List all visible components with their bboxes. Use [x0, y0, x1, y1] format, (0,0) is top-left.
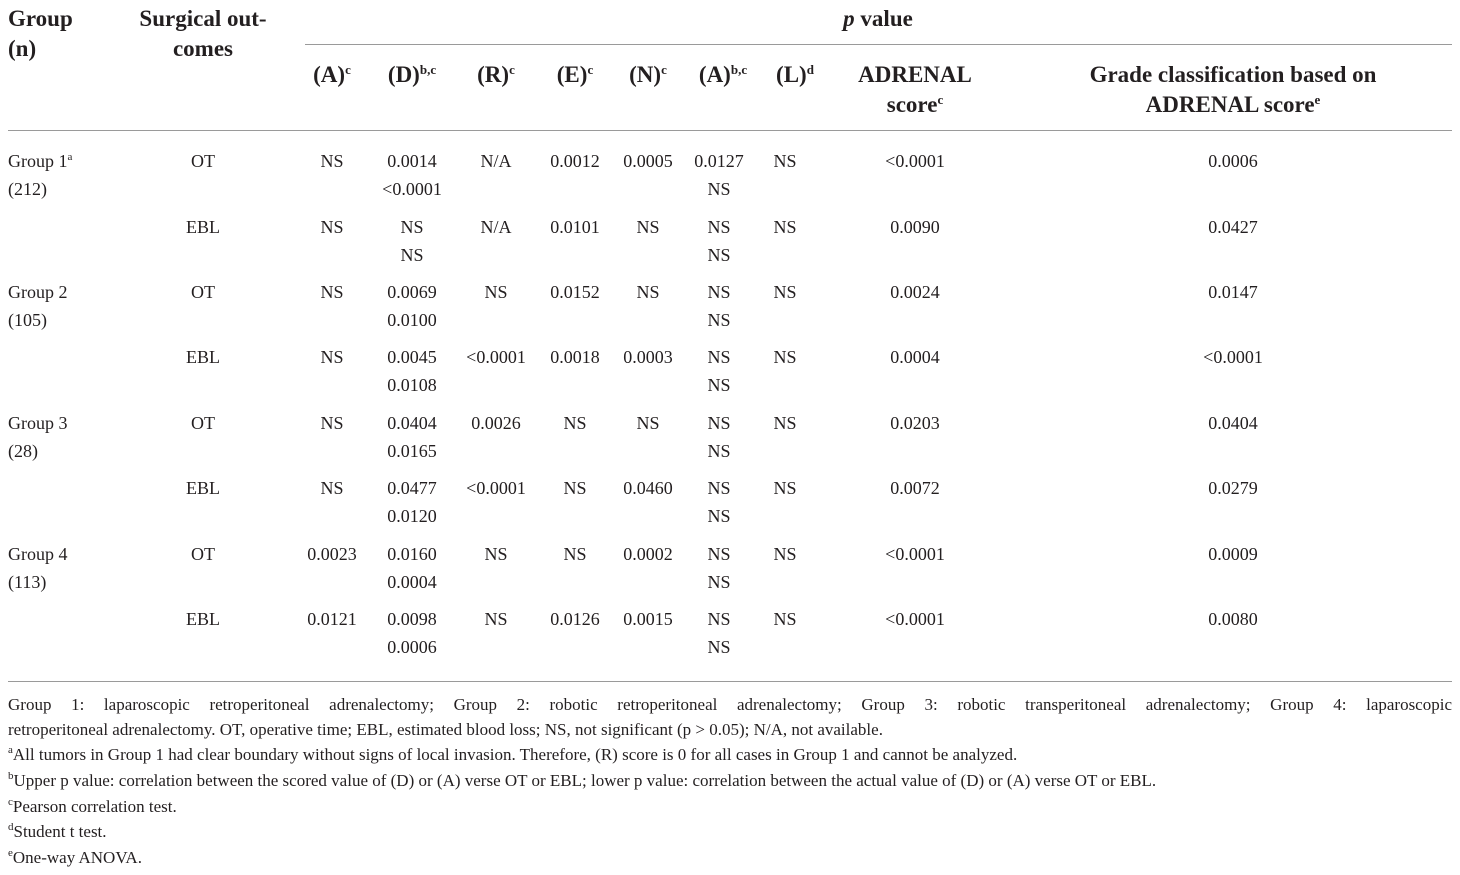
cell-d-value: 0.0108	[387, 375, 437, 395]
cell-d-value: NS	[400, 245, 424, 265]
cell-grade: <0.0001	[1203, 347, 1263, 367]
cell-grade: 0.0006	[1208, 151, 1258, 171]
cell-a: 0.0121	[307, 609, 357, 629]
cell-r: N/A	[480, 217, 512, 237]
cell-d	[387, 409, 437, 465]
header-pvalue-p: p	[843, 6, 855, 31]
cell-a: NS	[320, 347, 344, 367]
cell-d-value: 0.0404	[387, 413, 437, 433]
cell-a2	[707, 278, 730, 334]
cell-a2-value: NS	[707, 245, 731, 265]
cell-d-value: 0.0100	[387, 310, 437, 330]
cell-a2	[707, 605, 730, 661]
cell-r: <0.0001	[466, 478, 526, 498]
cell-n: NS	[636, 217, 660, 237]
cell-d-value: 0.0477	[387, 478, 437, 498]
cell-a2-value: NS	[707, 179, 731, 199]
footnote-d	[8, 819, 107, 844]
cell-a2-value: NS	[707, 282, 731, 302]
cell-d-value: 0.0098	[387, 609, 437, 629]
cell-d-value: NS	[400, 217, 424, 237]
col-header-e: $(E)^c$	[556, 62, 594, 87]
cell-d-value: <0.0001	[382, 179, 442, 199]
footnote-text: Upper p value: correlation between the scored value of (D) or (A) verse OT or EBL; lower p value: correlation between the actual value of (D) or (A) verse OT or EBL.	[13, 771, 1157, 790]
cell-l: NS	[773, 282, 797, 302]
col-header-a2: $(A)^{b,c}$	[698, 62, 748, 87]
cell-a: 0.0023	[307, 544, 357, 564]
cell-outcome: OT	[191, 151, 215, 171]
footnote-c	[8, 794, 177, 819]
cell-l: NS	[773, 217, 797, 237]
cell-adrenal: 0.0024	[890, 282, 940, 302]
cell-e: 0.0126	[550, 609, 600, 629]
cell-grade: 0.0427	[1208, 217, 1258, 237]
cell-d-value: 0.0069	[387, 282, 437, 302]
cell-d-value: 0.0160	[387, 544, 437, 564]
cell-a2-value: NS	[707, 413, 731, 433]
cell-d-value: 0.0165	[387, 441, 437, 461]
cell-e: NS	[563, 478, 587, 498]
group-name: Group 3	[8, 413, 68, 433]
col-header-l: $(L)^d$	[776, 62, 814, 87]
cell-d-value: 0.0120	[387, 506, 437, 526]
cell-outcome: OT	[191, 282, 215, 302]
cell-a: NS	[320, 282, 344, 302]
header-rule	[8, 130, 1452, 131]
cell-l: NS	[773, 609, 797, 629]
footnote-abbrev-line1: Group 1: laparoscopic retroperitoneal adrenalectomy; Group 2: robotic retroperitoneal adrenalectomy; Group 3: robotic transperitoneal adrenalectomy; Group 4: laparoscopic	[8, 695, 1452, 714]
cell-d-value: 0.0014	[387, 151, 437, 171]
cell-grade: 0.0147	[1208, 282, 1258, 302]
cell-r: NS	[484, 544, 508, 564]
cell-a2-value: NS	[707, 310, 731, 330]
header-outcomes	[139, 4, 266, 64]
header-outcomes-line1: Surgical out-	[139, 6, 267, 31]
cell-a2-value: NS	[707, 217, 731, 237]
cell-outcome: OT	[191, 413, 215, 433]
cell-adrenal: 0.0203	[890, 413, 940, 433]
cell-n: 0.0460	[623, 478, 673, 498]
cell-e: 0.0152	[550, 282, 600, 302]
cell-a2-value: NS	[707, 478, 731, 498]
footnote-e	[8, 845, 142, 870]
header-group-n: (n)	[8, 36, 37, 61]
group-name: Group 2	[8, 282, 68, 302]
cell-l: NS	[773, 347, 797, 367]
cell-e: 0.0018	[550, 347, 600, 367]
cell-outcome: OT	[191, 544, 215, 564]
cell-adrenal: <0.0001	[885, 151, 945, 171]
cell-d	[387, 343, 437, 399]
cell-adrenal: <0.0001	[885, 609, 945, 629]
cell-outcome: EBL	[186, 347, 220, 367]
cell-adrenal: 0.0072	[890, 478, 940, 498]
cell-d	[387, 474, 437, 530]
cell-l: NS	[773, 544, 797, 564]
footnote-text: All tumors in Group 1 had clear boundary without signs of local invasion. Therefore, (R) score is 0 for all cases in Group 1 and cannot be analyzed.	[12, 745, 1018, 764]
cell-a2	[707, 213, 730, 269]
cell-d	[400, 213, 423, 269]
cell-a2	[707, 474, 730, 530]
cell-grade: 0.0009	[1208, 544, 1258, 564]
footnote-text: One-way ANOVA.	[12, 848, 142, 867]
cell-r: 0.0026	[471, 413, 521, 433]
pvalue-underline	[305, 44, 1452, 45]
cell-l: NS	[773, 478, 797, 498]
group-label	[8, 278, 68, 334]
cell-n: 0.0002	[623, 544, 673, 564]
group-name: Group 4	[8, 544, 68, 564]
cell-outcome: EBL	[186, 217, 220, 237]
cell-d	[382, 147, 442, 203]
cell-adrenal: 0.0090	[890, 217, 940, 237]
header-group-label: Group	[8, 6, 73, 31]
group-footnote-mark: a	[67, 151, 73, 163]
cell-a: NS	[320, 151, 344, 171]
cell-n: 0.0015	[623, 609, 673, 629]
cell-a2-value: NS	[707, 347, 731, 367]
cell-d	[387, 540, 437, 596]
cell-n: 0.0005	[623, 151, 673, 171]
cell-r: <0.0001	[466, 347, 526, 367]
cell-a2-value: NS	[707, 637, 731, 657]
header-outcomes-line2: comes	[172, 36, 234, 61]
cell-a2	[707, 343, 730, 399]
cell-d	[387, 605, 437, 661]
cell-grade: 0.0080	[1208, 609, 1258, 629]
footnote-mark: a	[8, 744, 13, 756]
cell-n: NS	[636, 282, 660, 302]
cell-a2	[707, 540, 730, 596]
cell-r: NS	[484, 609, 508, 629]
group-n: (113)	[8, 572, 47, 592]
footnote-mark: b	[8, 770, 14, 782]
footnote-mark: c	[8, 796, 13, 808]
cell-e: NS	[563, 544, 587, 564]
cell-a2	[694, 147, 744, 203]
group-n: (212)	[8, 179, 47, 199]
group-label	[8, 147, 72, 203]
header-pvalue	[843, 4, 913, 34]
cell-n: 0.0003	[623, 347, 673, 367]
footnote-abbrev-line2: retroperitoneal adrenalectomy. OT, operative time; EBL, estimated blood loss; NS, not significant (p > 0.05); N/A, not available.	[8, 720, 883, 739]
cell-a: NS	[320, 478, 344, 498]
header-group	[8, 4, 73, 64]
cell-r: N/A	[480, 151, 512, 171]
footnote-text: Pearson correlation test.	[12, 797, 177, 816]
col-header-r: $(R)^c$	[477, 62, 515, 87]
cell-d-value: 0.0006	[387, 637, 437, 657]
footnote-a	[8, 742, 1017, 767]
cell-a: NS	[320, 217, 344, 237]
cell-a2-value: NS	[707, 375, 731, 395]
footnote-mark: d	[8, 821, 14, 833]
cell-n: NS	[636, 413, 660, 433]
cell-a2-value: NS	[707, 572, 731, 592]
cell-d-value: 0.0004	[387, 572, 437, 592]
group-name: Group 1	[8, 151, 68, 171]
cell-a2-value: NS	[707, 544, 731, 564]
cell-a2-value: NS	[707, 609, 731, 629]
cell-l: NS	[773, 151, 797, 171]
cell-l: NS	[773, 413, 797, 433]
cell-a2-value: NS	[707, 441, 731, 461]
cell-e: 0.0012	[550, 151, 600, 171]
cell-a2-value: 0.0127	[694, 151, 744, 171]
footnote-mark: e	[8, 847, 13, 859]
cell-a2	[707, 409, 730, 465]
group-n: (105)	[8, 310, 47, 330]
col-header-n: $(N)^c$	[629, 62, 667, 87]
col-header-a: $(A)^c$	[313, 62, 351, 87]
cell-d-value: 0.0045	[387, 347, 437, 367]
cell-adrenal: 0.0004	[890, 347, 940, 367]
cell-a: NS	[320, 413, 344, 433]
group-label	[8, 409, 68, 465]
group-n: (28)	[8, 441, 38, 461]
col-header-adrenal: ADRENAL score$^c$	[858, 62, 972, 117]
cell-grade: 0.0404	[1208, 413, 1258, 433]
cell-e: NS	[563, 413, 587, 433]
footnote-text: Student t test.	[13, 822, 107, 841]
cell-outcome: EBL	[186, 609, 220, 629]
col-header-d: $(D)^{b,c}$	[387, 62, 437, 87]
cell-d	[387, 278, 437, 334]
cell-outcome: EBL	[186, 478, 220, 498]
cell-a2-value: NS	[707, 506, 731, 526]
footnote-b	[8, 768, 1156, 793]
cell-grade: 0.0279	[1208, 478, 1258, 498]
header-pvalue-rest: value	[860, 6, 913, 31]
cell-e: 0.0101	[550, 217, 600, 237]
cell-r: NS	[484, 282, 508, 302]
bottom-rule	[8, 681, 1452, 682]
group-label	[8, 540, 68, 596]
col-header-grade: Grade classification based on ADRENAL score$^e$	[1089, 62, 1377, 117]
cell-adrenal: <0.0001	[885, 544, 945, 564]
